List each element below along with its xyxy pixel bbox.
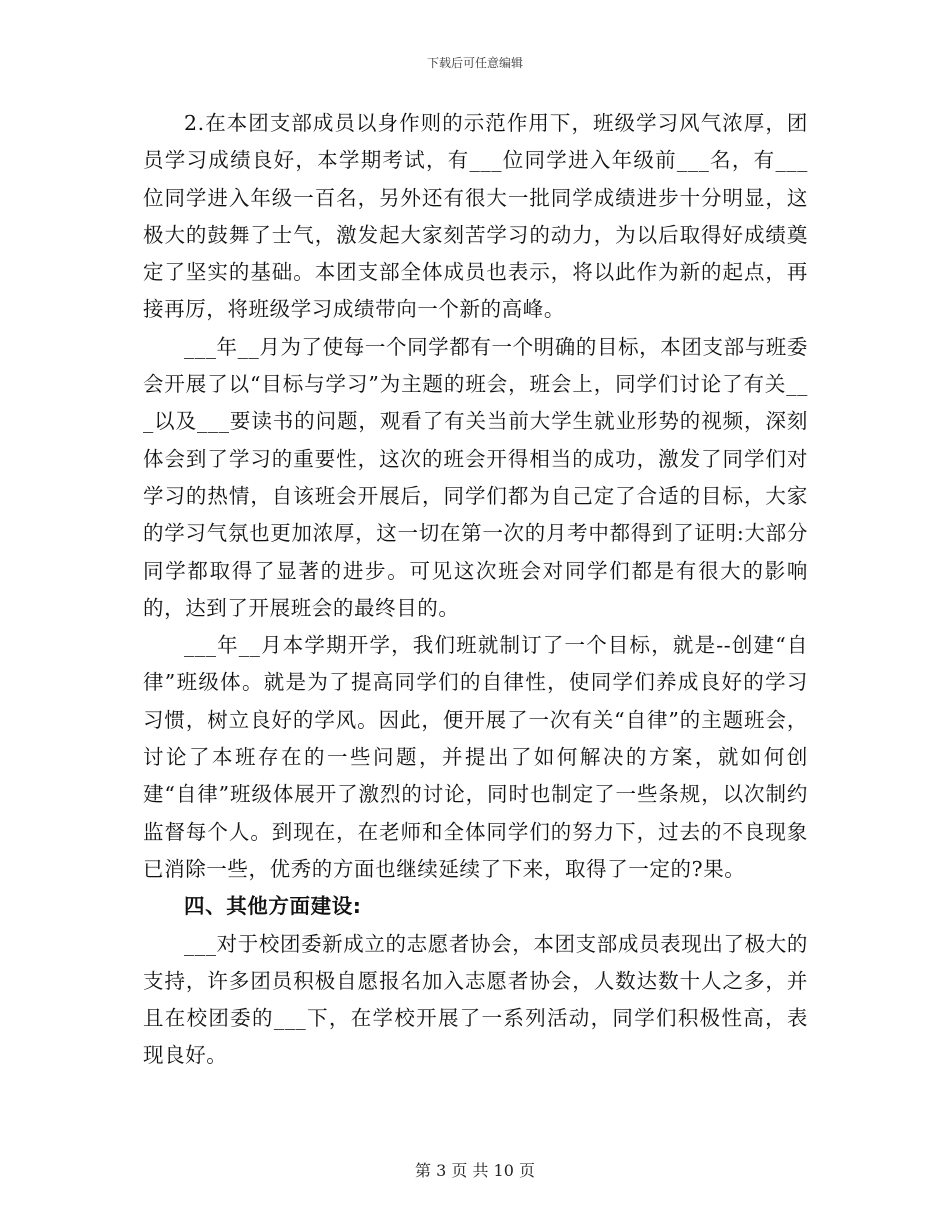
paragraph-goal-class-meeting: ___年__月为了使每一个同学都有一个明确的目标，本团支部与班委会开展了以“目标与学习”为主题的班会，班会上，同学们讨论了有关___以及___要读书的问题，观看了有关当前大学生就业形势的视频，深刻体会到了学习的重要性，这次的班会开得相当的成功，激发了同学们对学习的热情，自该班会开展后，同学们都为自己定了合适的目标，大家的学习气氛也更加浓厚，这一切在第一次的月考中都得到了证明:大部分同学都取得了显著的进步。可见这次班会对同学们都是有很大的影响的，达到了开展班会的最终目的。 <box>143 334 808 620</box>
page-number: 第 3 页 共 10 页 <box>415 1161 535 1180</box>
header-note: 下载后可任意编辑 <box>426 56 523 70</box>
paragraph-self-discipline: ___年__月本学期开学，我们班就制订了一个目标，就是--创建“自律”班级体。就是为了提高同学们的自律性，使同学们养成良好的学习习惯，树立良好的学风。因此，便开展了一次有关“自律”的主题班会，讨论了本班存在的一些问题，并提出了如何解决的方案，就如何创建“自律”班级体展开了激烈的讨论，同时也制定了一些条规，以次制约监督每个人。到现在，在老师和全体同学们的努力下，过去的不良现象已消除一些，优秀的方面也继续延续了下来，取得了一定的?果。 <box>143 633 808 881</box>
paragraph-volunteer-association: ___对于校团委新成立的志愿者协会，本团支部成员表现出了极大的支持，许多团员积极自愿报名加入志愿者协会，人数达数十人之多，并且在校团委的___下，在学校开展了一系列活动，同学们积极性高，表现良好。 <box>143 931 808 1068</box>
section-heading-other-construction: 四、其他方面建设: <box>184 894 362 919</box>
paragraph-study-results: 2.在本团支部成员以身作则的示范作用下，班级学习风气浓厚，团员学习成绩良好，本学期考试，有___位同学进入年级前___名，有___位同学进入年级一百名，另外还有很大一批同学成绩进步十分明显，这极大的鼓舞了士气，激发起大家刻苦学习的动力，为以后取得好成绩奠定了坚实的基础。本团支部全体成员也表示，将以此作为新的起点，再接再厉，将班级学习成绩带向一个新的高峰。 <box>143 111 808 322</box>
document-body <box>143 105 808 1075</box>
